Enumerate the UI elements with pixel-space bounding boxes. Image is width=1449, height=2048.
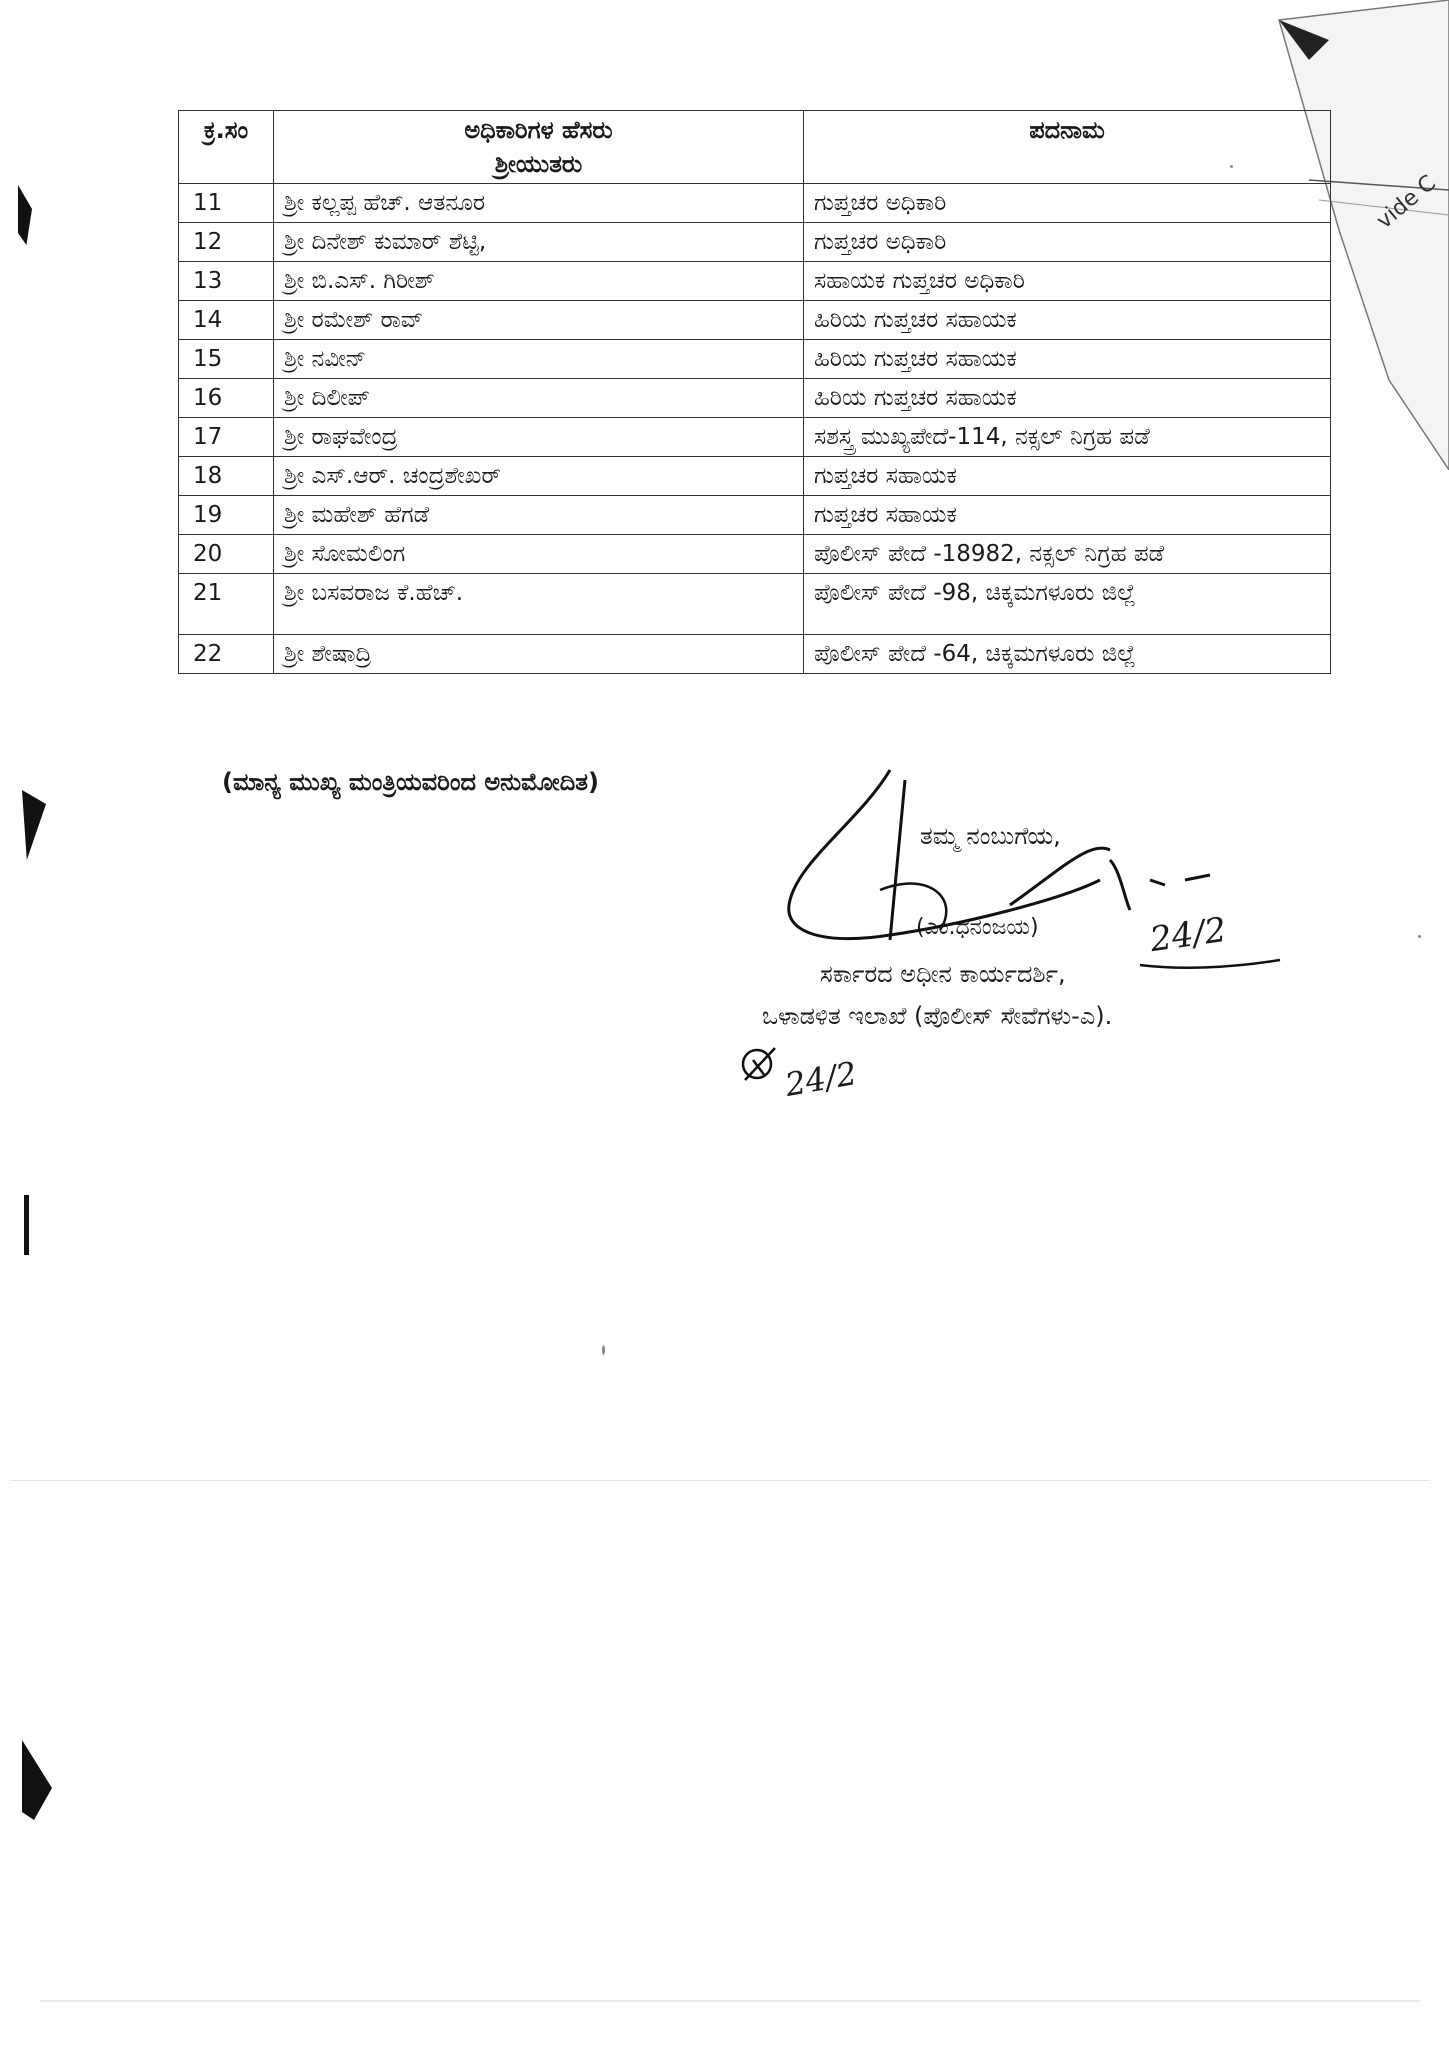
cell-name: ಶ್ರೀ ನವೀನ್ <box>274 340 804 379</box>
cell-designation: ಪೊಲೀಸ್ ಪೇದೆ -64, ಚಿಕ್ಕಮಗಳೂರು ಜಿಲ್ಲೆ <box>804 635 1331 674</box>
cell-designation: ಸಹಾಯಕ ಗುಪ್ತಚರ ಅಧಿಕಾರಿ <box>804 262 1331 301</box>
cell-name: ಶ್ರೀ ರಾಘವೇಂದ್ರ <box>274 418 804 457</box>
speck <box>1230 165 1233 168</box>
fold-text: vide C <box>1372 170 1441 235</box>
cell-serial: 22 <box>179 635 274 674</box>
scan-mark-left-4 <box>22 1740 52 1820</box>
cell-serial: 18 <box>179 457 274 496</box>
header-name-line2: ಶ್ರೀಯುತರು <box>494 150 583 178</box>
cell-designation: ಪೊಲೀಸ್ ಪೇದೆ -18982, ನಕ್ಸಲ್ ನಿಗ್ರಹ ಪಡೆ <box>804 535 1331 574</box>
cell-serial: 21 <box>179 574 274 635</box>
cell-serial: 12 <box>179 223 274 262</box>
cell-name: ಶ್ರೀ ಸೋಮಲಿಂಗ <box>274 535 804 574</box>
cell-designation: ಗುಪ್ತಚರ ಸಹಾಯಕ <box>804 457 1331 496</box>
signatory-name: (ಎಂ.ಧನಂಜಯ) <box>916 915 1039 940</box>
crease-line <box>10 1480 1430 1481</box>
approval-note: (ಮಾನ್ಯ ಮುಖ್ಯ ಮಂತ್ರಿಯವರಿಂದ ಅನುಮೋದಿತ) <box>222 768 599 796</box>
cell-name: ಶ್ರೀ ಬಿ.ಎಸ್. ಗಿರೀಶ್ <box>274 262 804 301</box>
header-name-line1: ಅಧಿಕಾರಿಗಳ ಹೆಸರು <box>464 116 613 144</box>
header-serial-number: ಕ್ರ.ಸಂ <box>179 111 274 184</box>
cell-designation: ಗುಪ್ತಚರ ಸಹಾಯಕ <box>804 496 1331 535</box>
cell-serial: 20 <box>179 535 274 574</box>
cell-serial: 19 <box>179 496 274 535</box>
cell-name: ಶ್ರೀ ಎಸ್.ಆರ್. ಚಂದ್ರಶೇಖರ್ <box>274 457 804 496</box>
cell-name: ಶ್ರೀ ದಿನೇಶ್ ಕುಮಾರ್ ಶೆಟ್ಟಿ, <box>274 223 804 262</box>
scan-mark-left-3 <box>24 1195 29 1255</box>
cell-designation: ಗುಪ್ತಚರ ಅಧಿಕಾರಿ <box>804 184 1331 223</box>
speck <box>602 1345 605 1355</box>
crease-line <box>40 2000 1420 2002</box>
cell-name: ಶ್ರೀ ರಮೇಶ್ ರಾವ್ <box>274 301 804 340</box>
signature-date: 24/2 <box>1147 909 1229 961</box>
cell-designation: ಹಿರಿಯ ಗುಪ್ತಚರ ಸಹಾಯಕ <box>804 379 1331 418</box>
header-designation: ಪದನಾಮ <box>804 111 1331 184</box>
cell-designation: ಪೊಲೀಸ್ ಪೇದೆ -98, ಚಿಕ್ಕಮಗಳೂರು ಜಿಲ್ಲೆ <box>804 574 1331 635</box>
cell-name: ಶ್ರೀ ಮಹೇಶ್ ಹೆಗಡೆ <box>274 496 804 535</box>
cell-serial: 11 <box>179 184 274 223</box>
cell-name: ಶ್ರೀ ಶೇಷಾದ್ರಿ <box>274 635 804 674</box>
cell-serial: 16 <box>179 379 274 418</box>
margin-date: 24/2 <box>782 1054 860 1104</box>
cell-name: ಶ್ರೀ ಕಲ್ಲಪ್ಪ ಹೆಚ್. ಆತನೂರ <box>274 184 804 223</box>
cell-name: ಶ್ರೀ ಬಸವರಾಜ ಕೆ.ಹೆಚ್. <box>274 574 804 635</box>
signatory-department: ಒಳಾಡಳಿತ ಇಲಾಖೆ (ಪೊಲೀಸ್ ಸೇವೆಗಳು-ಎ). <box>762 1002 1113 1030</box>
cell-serial: 13 <box>179 262 274 301</box>
cell-designation: ಹಿರಿಯ ಗುಪ್ತಚರ ಸಹಾಯಕ <box>804 301 1331 340</box>
speck <box>1418 935 1421 938</box>
signatory-title: ಸರ್ಕಾರದ ಅಧೀನ ಕಾರ್ಯದರ್ಶಿ, <box>820 960 1066 988</box>
cell-serial: 15 <box>179 340 274 379</box>
cell-designation: ಸಶಸ್ತ್ರ ಮುಖ್ಯಪೇದೆ-114, ನಕ್ಸಲ್ ನಿಗ್ರಹ ಪಡೆ <box>804 418 1331 457</box>
cell-serial: 14 <box>179 301 274 340</box>
cell-serial: 17 <box>179 418 274 457</box>
cell-designation: ಗುಪ್ತಚರ ಅಧಿಕಾರಿ <box>804 223 1331 262</box>
cell-name: ಶ್ರೀ ದಿಲೀಪ್ <box>274 379 804 418</box>
closing-salutation: ತಮ್ಮ ನಂಬುಗೆಯ, <box>920 822 1061 850</box>
cell-designation: ಹಿರಿಯ ಗುಪ್ತಚರ ಸಹಾಯಕ <box>804 340 1331 379</box>
